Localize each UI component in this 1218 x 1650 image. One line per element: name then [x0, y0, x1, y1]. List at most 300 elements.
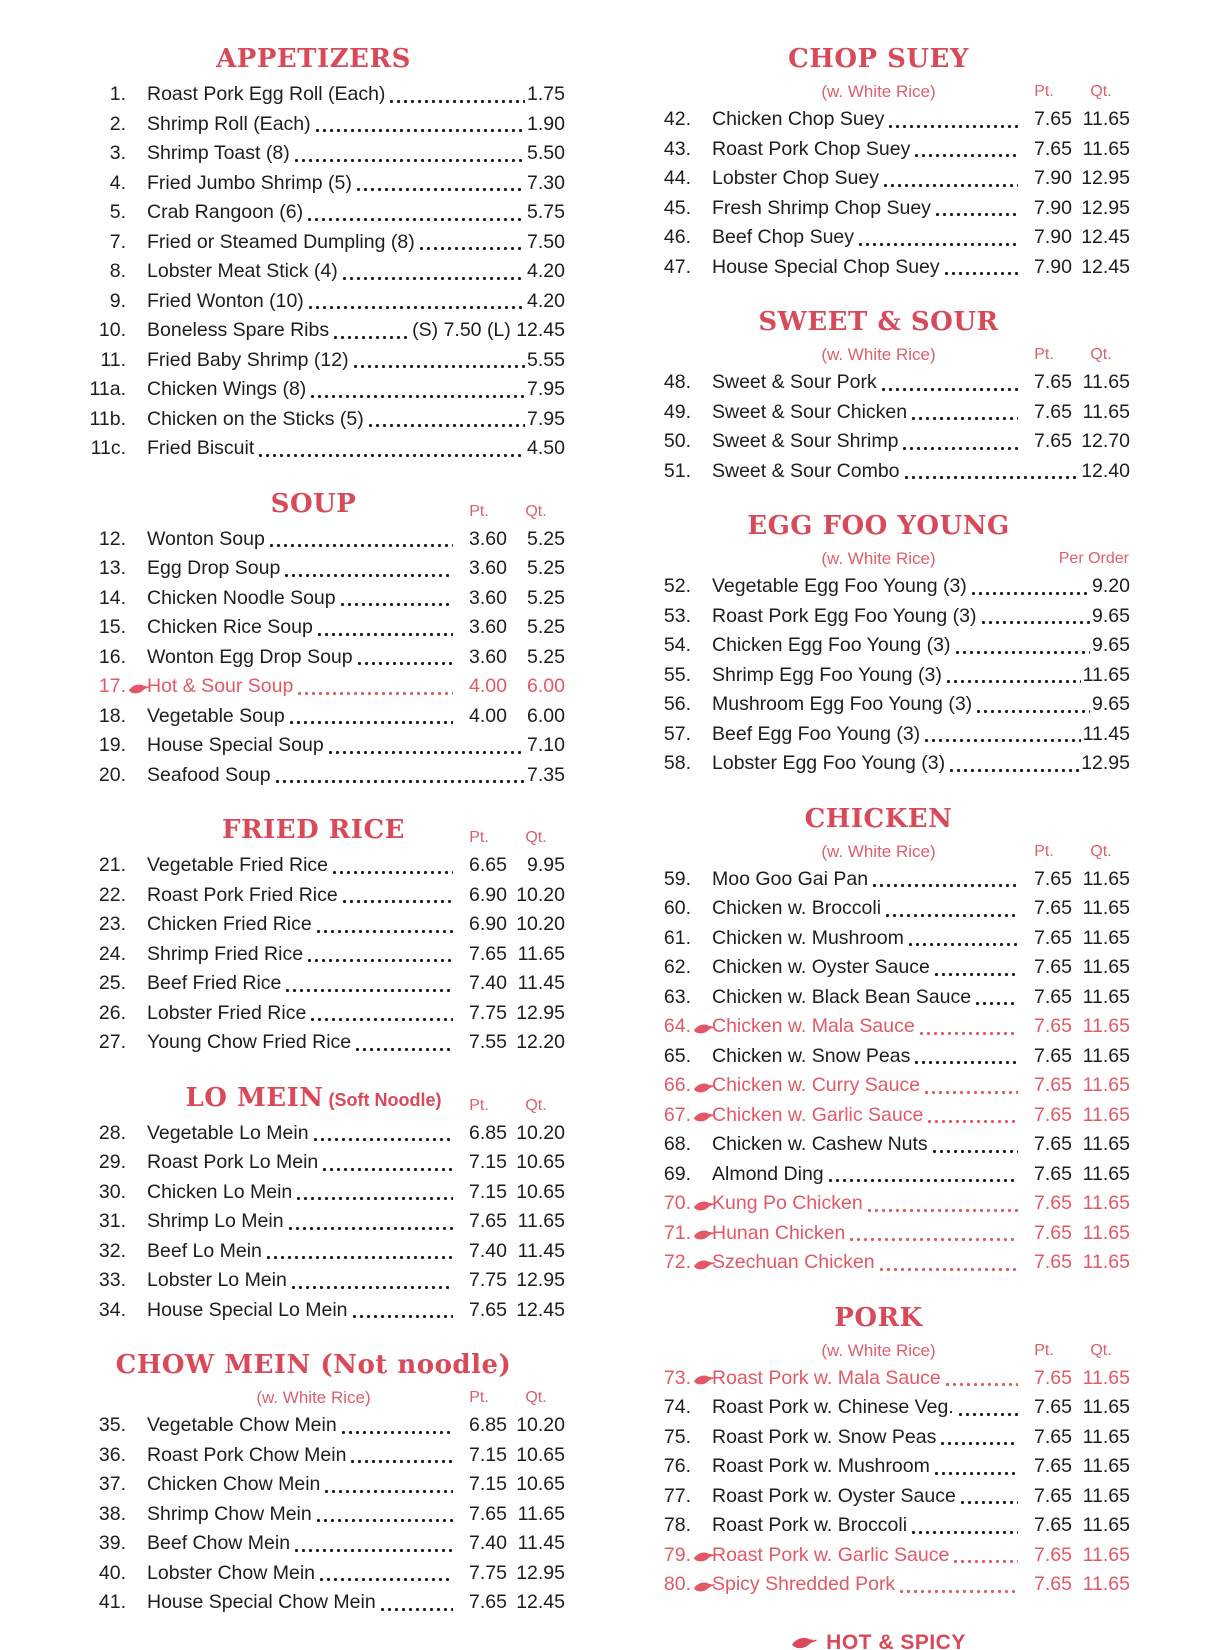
chili-pepper-icon — [693, 1199, 716, 1212]
menu-item-row — [627, 164, 1130, 194]
item-price-quart: 11.65 — [1082, 1103, 1130, 1126]
section-title-line — [62, 487, 565, 525]
item-price-pint: 7.65 — [1034, 1192, 1072, 1214]
menu-item-row — [62, 1207, 565, 1237]
item-price-pint: 7.65 — [1034, 400, 1072, 423]
menu-section-appetizers — [62, 42, 565, 464]
item-number: 46. — [663, 226, 691, 248]
item-name: House Special Soup — [147, 734, 324, 756]
dot-leader — [379, 1608, 453, 1611]
item-price-pint: 7.15 — [469, 1443, 507, 1466]
menu-item-row — [62, 672, 565, 702]
section-title-line — [62, 1348, 565, 1386]
dot-leader — [327, 751, 525, 754]
item-number: 35. — [98, 1414, 126, 1436]
menu-item-row — [62, 702, 565, 732]
menu-section-chicken — [627, 802, 1130, 1278]
item-price-pint: 7.65 — [1034, 1133, 1072, 1155]
item-price-pint: 4.00 — [469, 675, 507, 697]
item-price: 9.65 — [1092, 693, 1130, 715]
per-order-column-label: Per Order — [1058, 550, 1129, 567]
section-subtitle-line — [62, 1386, 565, 1411]
dot-leader — [882, 184, 1018, 187]
item-price-quart: 11.65 — [517, 1210, 565, 1232]
item-price-pint: 6.85 — [469, 1121, 507, 1144]
item-price-pint: 7.65 — [1034, 897, 1072, 919]
dot-leader — [332, 336, 410, 339]
item-number: 62. — [663, 956, 691, 978]
item-name: Lobster Meat Stick (4) — [147, 260, 338, 282]
item-name: Lobster Chow Mein — [147, 1561, 315, 1584]
item-name: Roast Pork w. Snow Peas — [712, 1425, 937, 1448]
menu-item-row — [62, 969, 565, 999]
menu-item-row — [62, 1470, 565, 1500]
dot-leader — [349, 1460, 453, 1463]
item-price-pint: 7.90 — [1034, 226, 1072, 248]
item-price: 12.40 — [1081, 459, 1130, 482]
price-column-labels — [451, 503, 565, 521]
item-price-pint: 7.65 — [1034, 1543, 1072, 1566]
item-number: 64. — [627, 1012, 691, 1042]
menu-section-fried-rice — [62, 813, 565, 1058]
item-price-pint: 7.15 — [469, 1151, 507, 1173]
item-price-pint: 7.65 — [1034, 1573, 1072, 1595]
menu-item-row — [627, 368, 1130, 398]
item-number: 63. — [663, 985, 691, 1008]
item-price-quart: 11.65 — [1082, 1543, 1130, 1566]
menu-item-row — [627, 1248, 1130, 1278]
item-price-pint: 7.15 — [469, 1180, 507, 1203]
item-price-pint: 6.65 — [469, 854, 507, 876]
chili-pepper-icon — [693, 1580, 716, 1593]
section-title: CHOP SUEY — [788, 44, 969, 74]
item-name: Chicken w. Black Bean Sauce — [712, 985, 972, 1008]
dot-leader — [306, 218, 525, 221]
item-number: 11a. — [89, 378, 126, 400]
item-number: 37. — [98, 1473, 126, 1495]
item-number: 54. — [663, 634, 691, 656]
item-price-quart: 12.20 — [516, 1031, 565, 1053]
item-name: Hunan Chicken — [712, 1221, 846, 1244]
menu-section-chop-suey — [627, 42, 1130, 282]
item-number: 45. — [663, 196, 691, 219]
dot-leader — [265, 1256, 453, 1259]
item-number: 33. — [98, 1269, 126, 1291]
item-price-quart: 11.65 — [1082, 1074, 1130, 1096]
item-price-pint: 7.65 — [1034, 371, 1072, 393]
menu-item-row — [62, 1500, 565, 1530]
dot-leader — [918, 1032, 1018, 1035]
item-price: 9.20 — [1092, 575, 1130, 597]
chili-pepper-icon — [791, 1635, 818, 1650]
menu-item-row — [62, 1296, 565, 1326]
menu-item-row — [62, 1588, 565, 1618]
price-column-labels — [1016, 346, 1130, 364]
item-price-pint: 3.60 — [469, 616, 507, 638]
menu-section-lo-mein — [62, 1081, 565, 1326]
dot-leader — [948, 769, 1079, 772]
menu-item-row — [627, 572, 1130, 602]
item-name: Beef Chop Suey — [712, 226, 855, 248]
menu-item-row — [62, 851, 565, 881]
item-number: 41. — [98, 1591, 126, 1613]
item-price-quart: 11.45 — [517, 1532, 565, 1554]
section-title-line — [627, 802, 1130, 840]
item-price-quart: 10.20 — [516, 1121, 565, 1144]
quart-column-label: Qt. — [525, 1389, 547, 1406]
price-column-labels — [1016, 843, 1130, 861]
menu-item-row — [62, 80, 565, 110]
chili-pepper-icon — [128, 682, 151, 695]
item-price-quart: 10.20 — [516, 883, 565, 906]
item-price-pint: 7.65 — [1034, 1484, 1072, 1507]
item-number: 9. — [109, 289, 126, 312]
item-name: Roast Pork w. Garlic Sauce — [712, 1543, 950, 1566]
item-number: 72. — [627, 1248, 691, 1278]
item-price-quart: 12.45 — [516, 1591, 565, 1613]
item-number: 7. — [109, 230, 126, 253]
item-number: 51. — [663, 459, 691, 482]
chili-pepper-icon — [693, 1022, 716, 1035]
item-price-quart: 10.65 — [516, 1151, 565, 1173]
menu-column-2 — [627, 42, 1130, 1650]
menu-item-row — [627, 690, 1130, 720]
item-name: Shrimp Toast (8) — [147, 142, 290, 164]
item-price-quart: 11.65 — [517, 1502, 565, 1525]
item-price: 4.20 — [527, 260, 565, 282]
item-price-pint: 7.65 — [1034, 430, 1072, 452]
item-price-quart: 12.45 — [1081, 226, 1130, 248]
menu-item-row — [62, 940, 565, 970]
dot-leader — [952, 1560, 1018, 1563]
dot-leader — [287, 1227, 453, 1230]
item-name: House Special Lo Mein — [147, 1298, 348, 1321]
item-number: 70. — [627, 1189, 691, 1219]
dot-leader — [290, 1286, 453, 1289]
item-name: Fried Baby Shrimp (12) — [147, 348, 349, 371]
item-price-pint: 7.65 — [1034, 137, 1072, 160]
dot-leader — [268, 544, 453, 547]
item-price-quart: 12.95 — [516, 1001, 565, 1024]
dot-leader — [974, 1002, 1018, 1005]
item-number: 20. — [98, 763, 126, 786]
item-number: 25. — [98, 972, 126, 994]
menu-item-row — [627, 135, 1130, 165]
menu-item-row — [627, 398, 1130, 428]
menu-item-row — [627, 749, 1130, 779]
item-price-pint: 7.65 — [1034, 1514, 1072, 1536]
item-name: Seafood Soup — [147, 763, 271, 786]
item-price-pint: 7.65 — [1034, 1103, 1072, 1126]
price-column-labels — [451, 829, 565, 847]
item-price: 7.95 — [527, 378, 565, 400]
item-price-quart: 11.65 — [1082, 1015, 1130, 1037]
item-number: 5. — [109, 201, 126, 223]
item-number: 68. — [663, 1133, 691, 1155]
dot-leader — [341, 277, 525, 280]
dot-leader — [923, 739, 1080, 742]
item-number: 38. — [98, 1502, 126, 1525]
item-name: Vegetable Soup — [147, 704, 285, 727]
menu-item-row — [627, 865, 1130, 895]
item-price-quart: 11.65 — [1082, 956, 1130, 978]
section-title: CHICKEN — [804, 803, 953, 834]
item-price-quart: 11.65 — [1082, 1484, 1130, 1507]
item-name: Fried Biscuit — [147, 437, 255, 459]
menu-item-row — [62, 1119, 565, 1149]
item-price-pint: 7.90 — [1034, 196, 1072, 219]
menu-item-row — [62, 1028, 565, 1058]
menu-item-row — [62, 198, 565, 228]
item-number: 78. — [663, 1514, 691, 1536]
item-price-quart: 5.25 — [527, 645, 565, 668]
dot-leader — [293, 1549, 453, 1552]
dot-leader — [848, 1238, 1018, 1241]
item-number: 55. — [663, 663, 691, 686]
item-name: Chicken Noodle Soup — [147, 586, 336, 609]
dot-leader — [926, 1120, 1018, 1123]
item-name: Roast Pork Egg Roll (Each) — [147, 83, 386, 105]
menu-item-row — [62, 139, 565, 169]
item-number: 74. — [663, 1396, 691, 1418]
item-price-quart: 11.65 — [1082, 897, 1130, 919]
dot-leader — [354, 1048, 453, 1051]
menu-item-row — [627, 661, 1130, 691]
item-number: 60. — [663, 897, 691, 919]
item-number: 69. — [663, 1162, 691, 1185]
price-column-labels — [1016, 1342, 1130, 1360]
item-price-quart: 6.00 — [527, 675, 565, 697]
dot-leader — [339, 603, 453, 606]
dot-leader — [827, 1179, 1018, 1182]
item-number: 56. — [663, 693, 691, 715]
item-number: 8. — [109, 260, 126, 282]
item-number: 34. — [98, 1298, 126, 1321]
item-price: 7.35 — [527, 763, 565, 786]
dot-leader — [367, 424, 525, 427]
item-price: 1.75 — [527, 83, 565, 105]
item-name: House Special Chop Suey — [712, 255, 940, 278]
section-subtitle-line — [627, 547, 1130, 572]
item-name: Chicken w. Garlic Sauce — [712, 1103, 924, 1126]
item-name: Shrimp Roll (Each) — [147, 112, 311, 135]
item-price-pint: 3.60 — [469, 645, 507, 668]
item-number: 32. — [98, 1239, 126, 1262]
quart-column-label: Qt. — [1090, 1341, 1112, 1359]
pint-column-label: Pt. — [469, 1096, 489, 1114]
item-price-pint: 7.65 — [1034, 1162, 1072, 1185]
dot-leader — [944, 1383, 1018, 1386]
dot-leader — [321, 1168, 453, 1171]
item-price: 7.50 — [527, 230, 565, 253]
section-subtitle-line — [627, 840, 1130, 865]
menu-item-row — [62, 316, 565, 346]
item-price-pint: 7.65 — [469, 1502, 507, 1525]
section-title-line — [62, 42, 565, 80]
item-number: 71. — [627, 1219, 691, 1249]
item-name: Boneless Spare Ribs — [147, 319, 330, 341]
item-name: Roast Pork w. Chinese Veg. — [712, 1396, 954, 1418]
dot-leader — [288, 721, 453, 724]
dot-leader — [341, 900, 453, 903]
dot-leader — [315, 1519, 453, 1522]
item-number: 16. — [98, 645, 126, 668]
dot-leader — [309, 395, 525, 398]
menu-item-row — [627, 1042, 1130, 1072]
dot-leader — [933, 973, 1018, 976]
dot-leader — [934, 213, 1018, 216]
item-name: Fresh Shrimp Chop Suey — [712, 196, 931, 219]
item-name: Shrimp Lo Mein — [147, 1210, 284, 1232]
pint-column-label: Pt. — [1034, 842, 1054, 860]
item-number: 2. — [109, 112, 126, 135]
item-price-pint: 7.65 — [1034, 1455, 1072, 1477]
item-price-quart: 11.65 — [1082, 1162, 1130, 1185]
menu-item-row — [627, 1012, 1130, 1042]
dot-leader — [943, 272, 1018, 275]
menu-item-row — [627, 1511, 1130, 1541]
item-price-quart: 10.65 — [516, 1473, 565, 1495]
dot-leader — [293, 159, 525, 162]
dot-leader — [274, 780, 525, 783]
item-name: Fried Wonton (10) — [147, 289, 304, 312]
item-number: 73. — [627, 1364, 691, 1394]
menu-item-row — [62, 881, 565, 911]
quart-column-label: Qt. — [525, 829, 547, 846]
item-price-quart: 12.95 — [516, 1561, 565, 1584]
section-subtitle-line — [627, 343, 1130, 368]
item-number: 18. — [98, 704, 126, 727]
menu-item-row — [62, 613, 565, 643]
item-number: 42. — [663, 108, 691, 130]
section-title: APPETIZERS — [216, 44, 411, 74]
menu-item-row — [627, 105, 1130, 135]
dot-leader — [913, 1061, 1018, 1064]
menu-item-row — [627, 1101, 1130, 1131]
section-title-line — [62, 813, 565, 851]
item-number: 19. — [98, 734, 126, 756]
dot-leader — [945, 680, 1081, 683]
dot-leader — [880, 388, 1018, 391]
item-name: House Special Chow Mein — [147, 1591, 376, 1613]
menu-item-row — [627, 924, 1130, 954]
item-price-quart: 10.20 — [516, 1414, 565, 1436]
item-price-pint: 7.65 — [469, 942, 507, 965]
section-title: SOUP — [270, 488, 357, 519]
dot-leader — [871, 884, 1018, 887]
item-name: Chicken Egg Foo Young (3) — [712, 634, 951, 656]
dot-leader — [954, 651, 1091, 654]
item-name: Moo Goo Gai Pan — [712, 867, 869, 890]
menu-item-row — [62, 999, 565, 1029]
item-name: Chicken Rice Soup — [147, 616, 313, 638]
item-price-pint: 6.90 — [469, 913, 507, 935]
dot-leader — [857, 243, 1018, 246]
price-column-labels — [451, 1389, 565, 1407]
item-name: Mushroom Egg Foo Young (3) — [712, 693, 973, 715]
price-column-labels — [1016, 83, 1130, 101]
item-price-quart: 11.65 — [1082, 400, 1130, 423]
item-price-quart: 11.65 — [1082, 137, 1130, 160]
item-price-quart: 11.65 — [1082, 926, 1130, 949]
dot-leader — [257, 454, 525, 457]
menu-item-row — [62, 228, 565, 258]
menu-item-row — [627, 953, 1130, 983]
dot-leader — [975, 710, 1090, 713]
item-price-pint: 7.65 — [1034, 1015, 1072, 1037]
chili-pepper-icon — [693, 1110, 716, 1123]
item-number: 77. — [663, 1484, 691, 1507]
menu-item-row — [62, 375, 565, 405]
dot-leader — [884, 914, 1018, 917]
item-price-quart: 11.65 — [1082, 867, 1130, 890]
menu-item-row — [627, 427, 1130, 457]
item-name: Lobster Egg Foo Young (3) — [712, 752, 946, 774]
item-price-pint: 7.65 — [1034, 1396, 1072, 1418]
section-title-line — [627, 42, 1130, 80]
item-name: Vegetable Lo Mein — [147, 1121, 309, 1144]
menu-section-egg-foo-young — [627, 509, 1130, 779]
item-name: Shrimp Egg Foo Young (3) — [712, 663, 942, 686]
dot-leader — [913, 154, 1018, 157]
item-name: Roast Pork w. Mushroom — [712, 1455, 930, 1477]
chili-pepper-icon — [693, 1373, 716, 1386]
menu-item-row — [627, 1423, 1130, 1453]
item-price-pint: 7.65 — [1034, 1221, 1072, 1244]
item-number: 43. — [663, 137, 691, 160]
dot-leader — [910, 417, 1018, 420]
menu-item-row — [627, 894, 1130, 924]
item-number: 39. — [98, 1532, 126, 1554]
menu-column-1 — [62, 42, 565, 1650]
item-price-quart: 11.45 — [517, 972, 565, 994]
item-name: Beef Fried Rice — [147, 972, 282, 994]
dot-leader — [356, 662, 453, 665]
menu-section-sweet-sour — [627, 305, 1130, 486]
menu-item-row — [62, 584, 565, 614]
item-price-pint: 7.75 — [469, 1269, 507, 1291]
item-price: 12.95 — [1081, 752, 1130, 774]
section-subtitle: (w. White Rice) — [821, 345, 936, 364]
dot-leader — [939, 1442, 1018, 1445]
item-number: 28. — [98, 1121, 126, 1144]
item-price-pint: 7.65 — [1034, 956, 1072, 978]
item-number: 49. — [663, 400, 691, 423]
menu-item-row — [627, 1219, 1130, 1249]
menu-item-row — [627, 1160, 1130, 1190]
item-name: Roast Pork Chop Suey — [712, 137, 911, 160]
item-name: Beef Lo Mein — [147, 1239, 262, 1262]
item-name: Lobster Chop Suey — [712, 167, 879, 189]
dot-leader — [283, 574, 453, 577]
sections-container-2 — [627, 42, 1130, 1623]
item-name: Chicken w. Snow Peas — [712, 1044, 911, 1067]
item-name: Chicken on the Sticks (5) — [147, 407, 364, 430]
menu-item-row — [62, 1178, 565, 1208]
item-name: Kung Po Chicken — [712, 1192, 863, 1214]
item-price-quart: 11.65 — [1082, 1514, 1130, 1536]
dot-leader — [352, 365, 525, 368]
item-number: 12. — [98, 527, 126, 550]
item-name: Lobster Lo Mein — [147, 1269, 287, 1291]
dot-leader — [312, 1138, 453, 1141]
menu-section-chow-mein-not-noodle — [62, 1348, 565, 1618]
item-price-pint: 7.65 — [1034, 1044, 1072, 1067]
dot-leader — [318, 1578, 453, 1581]
item-number: 57. — [663, 722, 691, 745]
item-price-quart: 9.95 — [527, 854, 565, 876]
item-number: 76. — [663, 1455, 691, 1477]
